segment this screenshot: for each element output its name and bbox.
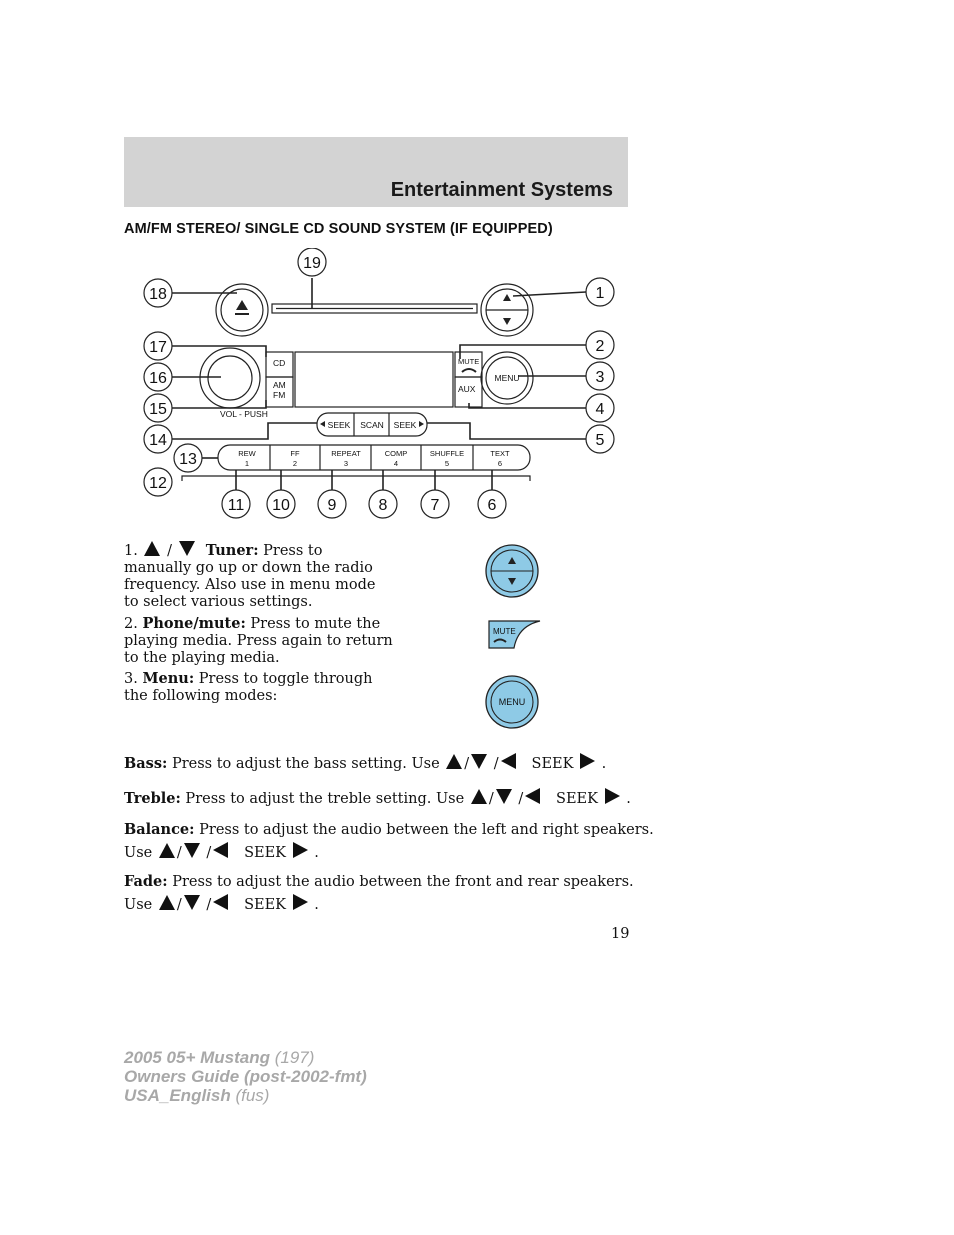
aux-label: AUX xyxy=(458,384,476,394)
document-footer: 2005 05+ Mustang (197) Owners Guide (post-2002-fmt) USA_English (fus) xyxy=(124,1048,367,1105)
down-arrow-icon xyxy=(184,895,200,910)
page-title: Entertainment Systems xyxy=(390,179,613,201)
up-arrow-icon xyxy=(446,754,462,769)
callout-10: 10 xyxy=(272,497,290,514)
page-number: 19 xyxy=(611,926,630,942)
balance-description: Balance: Press to adjust the audio between the left and right speakers. Use / / SEEK . xyxy=(124,821,654,861)
treble-description: Treble: Press to adjust the treble setting. Use / / SEEK . xyxy=(124,790,631,807)
left-arrow-icon xyxy=(213,842,228,858)
preset-name: FF xyxy=(290,449,300,458)
tuner-description: 1. / Tuner: Press to manually go up or down the radio frequency. Also use in menu mode to select various settings. xyxy=(124,542,376,610)
svg-text:MENU: MENU xyxy=(498,697,526,707)
preset-number: 6 xyxy=(497,459,503,468)
tune-knob-icon xyxy=(485,544,541,600)
preset-name: TEXT xyxy=(490,449,510,458)
header-band xyxy=(124,137,628,207)
preset-number: 1 xyxy=(244,459,250,468)
callout-1: 1 xyxy=(595,285,605,302)
callout-9: 9 xyxy=(327,497,337,514)
preset-number: 5 xyxy=(444,459,450,468)
preset-name: REW xyxy=(238,449,256,458)
down-arrow-icon xyxy=(496,789,512,804)
callout-12: 12 xyxy=(149,475,167,492)
fade-description: Fade: Press to adjust the audio between the front and rear speakers. Use / / SEEK . xyxy=(124,873,634,913)
callout-2: 2 xyxy=(595,338,605,355)
callout-15: 15 xyxy=(149,401,167,418)
callout-5: 5 xyxy=(595,432,605,449)
preset-name: COMP xyxy=(384,449,408,458)
menu-knob-icon xyxy=(485,675,541,731)
section-heading: AM/FM STEREO/ SINGLE CD SOUND SYSTEM (IF EQUIPPED) xyxy=(124,221,553,237)
preset-number: 3 xyxy=(343,459,349,468)
callout-18: 18 xyxy=(149,286,167,303)
callout-7: 7 xyxy=(430,497,440,514)
callout-4: 4 xyxy=(595,401,605,418)
up-arrow-icon xyxy=(159,843,175,858)
am-label: AM xyxy=(273,380,286,390)
preset-number: 2 xyxy=(292,459,298,468)
callout-8: 8 xyxy=(378,497,388,514)
left-arrow-icon xyxy=(501,753,516,769)
down-arrow-icon xyxy=(471,754,487,769)
svg-text:MUTE: MUTE xyxy=(493,627,516,636)
callout-16: 16 xyxy=(149,370,167,387)
preset-name: SHUFFLE xyxy=(429,449,465,458)
up-arrow-icon xyxy=(159,895,175,910)
vol-push-label: VOL - PUSH xyxy=(220,409,268,419)
callout-13: 13 xyxy=(179,451,197,468)
preset-number: 4 xyxy=(393,459,399,468)
fm-label: FM xyxy=(273,390,286,400)
mute-label: MUTE xyxy=(458,357,480,366)
cd-label: CD xyxy=(273,358,286,368)
bass-description: Bass: Press to adjust the bass setting. Use / / SEEK . xyxy=(124,755,607,772)
right-arrow-icon xyxy=(580,753,595,769)
left-arrow-icon xyxy=(213,894,228,910)
phone-mute-description: 2. Phone/mute: Press to mute the playing media. Press again to return to the playing media. xyxy=(124,615,393,666)
callout-6: 6 xyxy=(487,497,497,514)
right-arrow-icon xyxy=(293,894,308,910)
callout-3: 3 xyxy=(595,369,605,386)
preset-name: REPEAT xyxy=(331,449,361,458)
right-arrow-icon xyxy=(293,842,308,858)
left-arrow-icon xyxy=(525,788,540,804)
up-arrow-icon xyxy=(144,541,160,556)
mute-button-icon xyxy=(488,620,544,652)
seek-right-label: SEEK xyxy=(393,420,417,430)
right-arrow-icon xyxy=(605,788,620,804)
radio-faceplate-diagram xyxy=(140,248,620,523)
scan-label: SCAN xyxy=(360,420,384,430)
up-arrow-icon xyxy=(471,789,487,804)
menu-label: MENU xyxy=(494,373,520,383)
callout-14: 14 xyxy=(149,432,167,449)
callout-11: 11 xyxy=(227,497,245,514)
down-arrow-icon xyxy=(179,541,195,556)
menu-description: 3. Menu: Press to toggle through the following modes: xyxy=(124,670,373,704)
callout-19: 19 xyxy=(303,255,321,272)
down-arrow-icon xyxy=(184,843,200,858)
seek-left-label: SEEK xyxy=(327,420,351,430)
callout-17: 17 xyxy=(149,339,167,356)
